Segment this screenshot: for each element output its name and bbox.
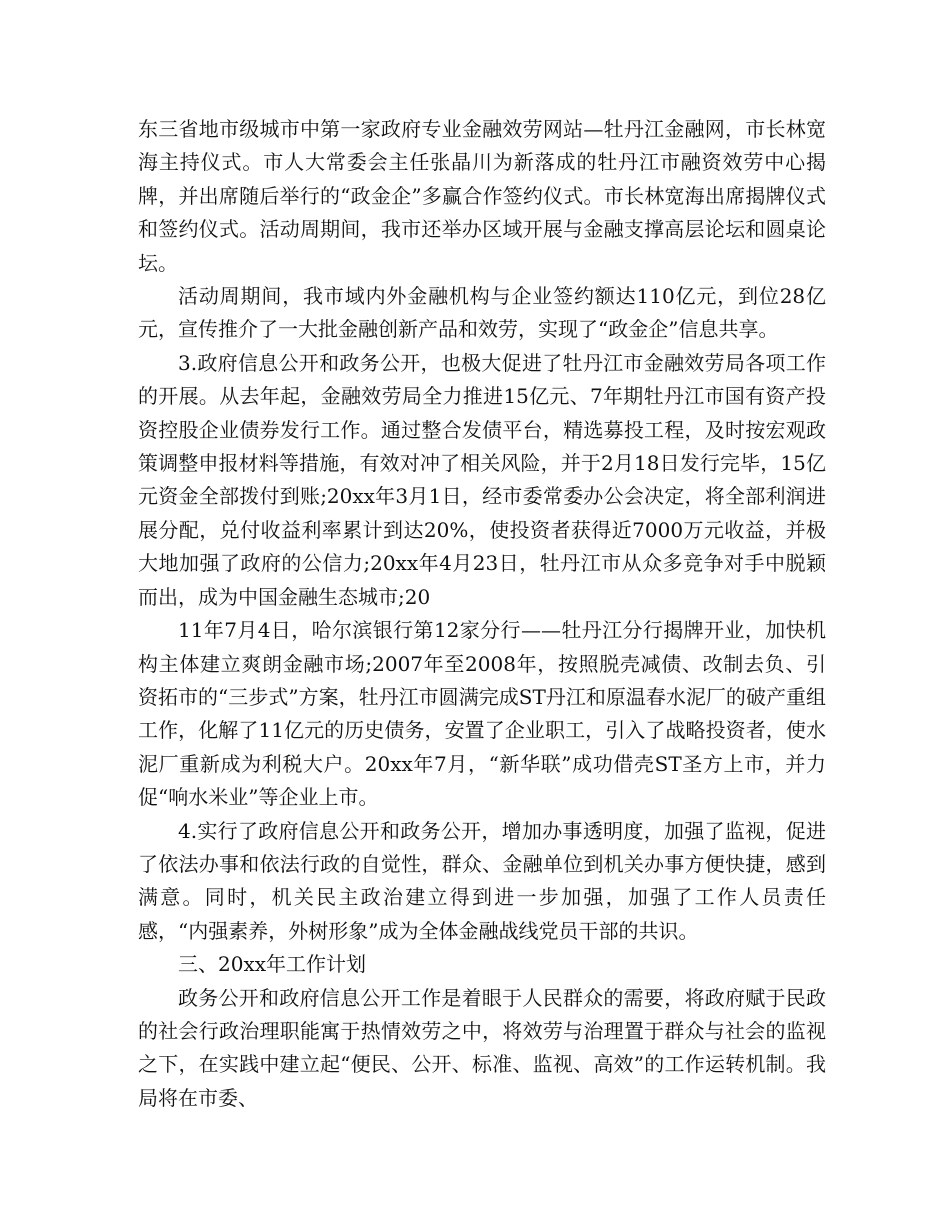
paragraph-2: 活动周期间，我市域内外金融机构与企业签约额达110亿元，到位28亿元，宣传推介了一大批金融创新产品和效劳，实现了“政金企”信息共享。	[138, 284, 826, 342]
section-heading-work-plan: 三、20xx年工作计划	[178, 952, 367, 977]
paragraph-1: 东三省地市级城市中第一家政府专业金融效劳网站—牡丹江金融网，市长林宽海主持仪式。市人大常委会主任张晶川为新落成的牡丹江市融资效劳中心揭牌，并出席随后举行的“政金企”多赢合作签约仪式。市长林宽海出席揭牌仪式和签约仪式。活动周期间，我市还举办区域开展与金融支撑高层论坛和圆桌论坛。	[138, 117, 826, 275]
document-body	[138, 113, 826, 1115]
paragraph-3: 3.政府信息公开和政务公开，也极大促进了牡丹江市金融效劳局各项工作的开展。从去年起，金融效劳局全力推进15亿元、7年期牡丹江市国有资产投资控股企业债券发行工作。通过整合发债平台，精选募投工程，及时按宏观政策调整申报材料等措施，有效对冲了相关风险，并于2月18日发行完毕，15亿元资金全部拨付到账;20xx年3月1日，经市委常委办公会决定，将全部利润进展分配，兑付收益利率累计到达20%，使投资者获得近7000万元收益，并极大地加强了政府的公信力;20xx年4月23日，牡丹江市从众多竞争对手中脱颖而出，成为中国金融生态城市;20	[138, 350, 826, 609]
paragraph-5: 4.实行了政府信息公开和政务公开，增加办事透明度，加强了监视，促进了依法办事和依法行政的自觉性，群众、金融单位到机关办事方便快捷，感到满意。同时，机关民主政治建立得到进一步加强，加强了工作人员责任感，“内强素养，外树形象”成为全体金融战线党员干部的共识。	[138, 818, 826, 943]
paragraph-4: 11年7月4日，哈尔滨银行第12家分行——牡丹江分行揭牌开业，加快机构主体建立爽朗金融市场;2007年至2008年，按照脱壳减债、改制去负、引资拓市的“三步式”方案，牡丹江市圆满完成ST丹江和原温春水泥厂的破产重组工作，化解了11亿元的历史债务，安置了企业职工，引入了战略投资者，使水泥厂重新成为利税大户。20xx年7月，“新华联”成功借壳ST圣方上市，并力促“响水米业”等企业上市。	[138, 618, 826, 810]
paragraph-6: 政务公开和政府信息公开工作是着眼于人民群众的需要，将政府赋于民政的社会行政治理职能寓于热情效劳之中，将效劳与治理置于群众与社会的监视之下，在实践中建立起“便民、公开、标准、监视、高效”的工作运转机制。我局将在市委、	[138, 985, 826, 1110]
